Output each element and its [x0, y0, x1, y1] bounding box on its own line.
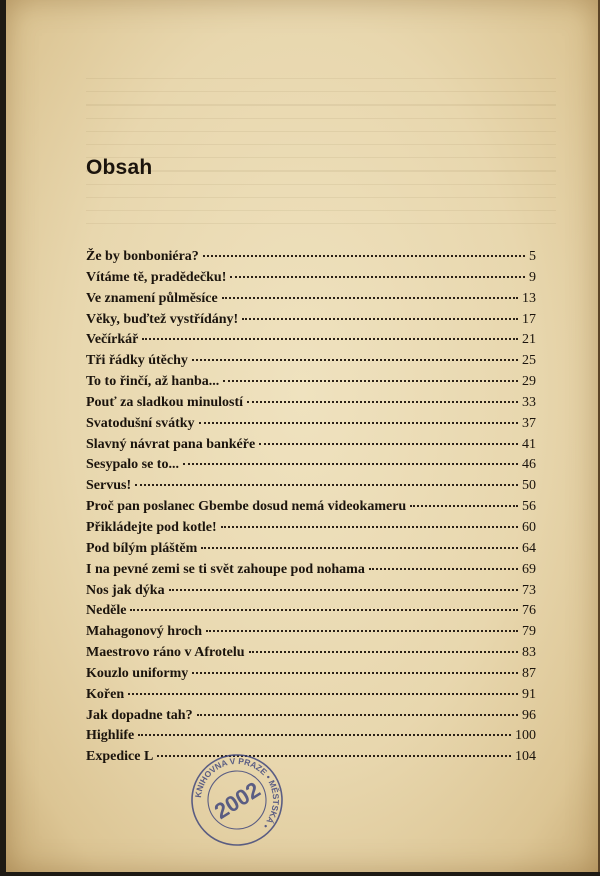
toc-entry-title: Proč pan poslanec Gbembe dosud nemá videokameru: [86, 499, 407, 515]
toc-entry: [86, 478, 536, 499]
toc-entry-title: Ve znamení půlměsíce: [86, 290, 218, 306]
dot-leader: [410, 505, 518, 507]
dot-leader: [230, 276, 525, 278]
toc-entry: [86, 687, 536, 708]
dot-leader: [223, 380, 518, 382]
toc-entry-page: 13: [522, 290, 536, 306]
toc-entry-page: 5: [529, 249, 536, 264]
toc-entry-page: 96: [522, 707, 536, 723]
toc-entry-page: 73: [522, 582, 536, 598]
toc-entry: [86, 249, 536, 270]
stamp-ring-text: KNIHOVNA V PRAZE • MĚSTSKÁ •: [193, 755, 282, 831]
toc-entry: [86, 270, 536, 291]
toc-entry: [86, 708, 536, 729]
dot-leader: [201, 547, 518, 549]
show-through-text: [86, 78, 556, 268]
toc-entry-title: Pouť za sladkou minulostí: [86, 394, 244, 410]
dot-leader: [183, 463, 518, 465]
toc-entry-title: Večírkář: [86, 332, 139, 348]
dot-leader: [169, 589, 518, 591]
toc-entry-title: Neděle: [86, 603, 127, 619]
toc-entry-title: Servus!: [86, 478, 132, 494]
dot-leader: [242, 318, 518, 320]
table-of-contents: [86, 249, 536, 770]
dot-leader: [142, 338, 518, 340]
toc-entry: [86, 437, 536, 458]
toc-entry-page: 21: [522, 332, 536, 348]
toc-entry-title: I na pevné zemi se ti svět zahoupe pod nohama: [86, 561, 365, 577]
toc-entry-page: 100: [515, 728, 536, 744]
dot-leader: [249, 651, 518, 653]
dot-leader: [369, 568, 518, 570]
toc-entry-title: Že by bonboniéra?: [86, 249, 199, 264]
toc-entry-page: 25: [522, 353, 536, 369]
toc-entry: [86, 749, 536, 770]
toc-entry: [86, 312, 536, 333]
dot-leader: [206, 630, 518, 632]
book-page: [6, 0, 600, 872]
toc-entry-page: 87: [522, 665, 536, 681]
toc-entry-title: Svatodušní svátky: [86, 415, 195, 431]
dot-leader: [247, 401, 518, 403]
toc-entry-title: Sesypalo se to...: [86, 457, 179, 473]
dot-leader: [130, 609, 518, 611]
toc-entry-title: Věky, buďtež vystřídány!: [86, 311, 239, 327]
library-stamp-icon: [186, 749, 288, 851]
toc-entry: [86, 624, 536, 645]
toc-entry: [86, 520, 536, 541]
toc-entry-title: Maestrovo ráno v Afrotelu: [86, 645, 245, 661]
toc-entry-page: 41: [522, 436, 536, 452]
toc-entry-title: Highlife: [86, 728, 135, 744]
toc-entry: [86, 353, 536, 374]
toc-entry: [86, 666, 536, 687]
toc-entry: [86, 603, 536, 624]
dot-leader: [199, 422, 518, 424]
toc-entry: [86, 645, 536, 666]
toc-entry-title: Nos jak dýka: [86, 582, 165, 598]
toc-entry-page: 83: [522, 645, 536, 661]
toc-entry-title: Přikládejte pod kotle!: [86, 519, 217, 535]
dot-leader: [222, 297, 518, 299]
toc-entry-page: 76: [522, 603, 536, 619]
toc-entry: [86, 728, 536, 749]
toc-entry-page: 79: [522, 624, 536, 640]
toc-entry: [86, 374, 536, 395]
toc-entry: [86, 395, 536, 416]
toc-entry: [86, 416, 536, 437]
toc-entry-page: 56: [522, 499, 536, 515]
toc-entry-page: 69: [522, 561, 536, 577]
toc-entry-title: Vítáme tě, pradědečku!: [86, 269, 227, 285]
toc-entry-page: 37: [522, 415, 536, 431]
library-stamp: [186, 749, 288, 851]
toc-entry-title: Kouzlo uniformy: [86, 665, 189, 681]
toc-entry-title: To to řinčí, až hanba...: [86, 374, 220, 390]
toc-entry-page: 104: [515, 749, 536, 765]
dot-leader: [192, 359, 518, 361]
dot-leader: [203, 255, 525, 257]
stamp-year: 2002: [209, 776, 265, 824]
dot-leader: [135, 484, 518, 486]
toc-entry-page: 91: [522, 686, 536, 702]
page-title: Obsah: [86, 156, 153, 179]
toc-entry-page: 64: [522, 540, 536, 556]
toc-entry-page: 33: [522, 394, 536, 410]
toc-entry-page: 9: [529, 269, 536, 285]
toc-entry-page: 60: [522, 519, 536, 535]
toc-entry-page: 46: [522, 457, 536, 473]
dot-leader: [128, 693, 518, 695]
toc-entry: [86, 291, 536, 312]
dot-leader: [259, 443, 518, 445]
toc-entry-title: Jak dopadne tah?: [86, 707, 193, 723]
toc-entry-title: Expedice L: [86, 749, 154, 765]
toc-entry: [86, 457, 536, 478]
toc-entry: [86, 332, 536, 353]
toc-entry-title: Pod bílým pláštěm: [86, 540, 198, 556]
toc-entry: [86, 562, 536, 583]
toc-entry-page: 17: [522, 311, 536, 327]
toc-entry-page: 50: [522, 478, 536, 494]
toc-entry-title: Tři řádky útěchy: [86, 353, 188, 369]
toc-entry-title: Kořen: [86, 686, 125, 702]
toc-entry-title: Slavný návrat pana bankéře: [86, 436, 256, 452]
toc-entry: [86, 541, 536, 562]
dot-leader: [192, 672, 518, 674]
toc-entry: [86, 499, 536, 520]
toc-entry-page: 29: [522, 374, 536, 390]
dot-leader: [221, 526, 518, 528]
dot-leader: [138, 734, 511, 736]
toc-entry: [86, 583, 536, 604]
dot-leader: [197, 714, 518, 716]
toc-entry-title: Mahagonový hroch: [86, 624, 203, 640]
